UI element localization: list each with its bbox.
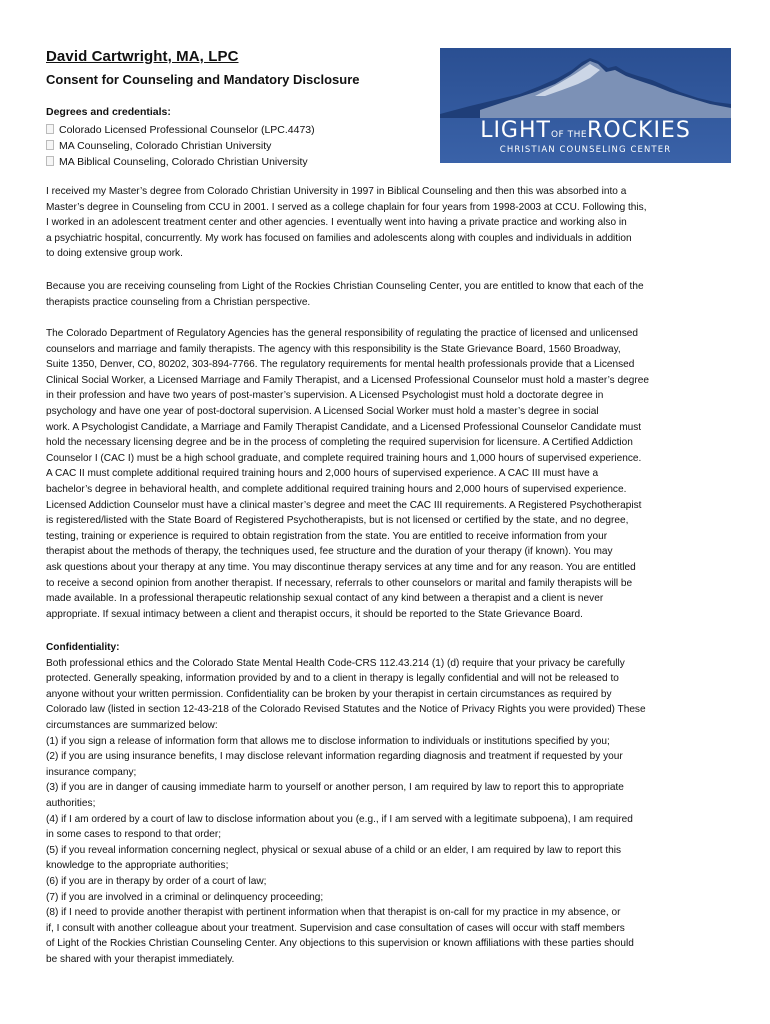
credentials-list <box>46 122 315 170</box>
logo-wordmark: LIGHTOF THEROCKIES <box>480 118 691 143</box>
regulatory-paragraph: The Colorado Department of Regulatory Agencies has the general responsibility of regulating the practice of licensed and unlicensed counselors and marriage and family therapists. The agency with this responsibility is the State Grievance Board, 1560 Broadway, Suite 1350, Denver, CO, 80202, 303-894-7766. The regulatory requirements for mental health professionals provide that a Licensed Clinical Social Worker, a Licensed Marriage and Family Therapist, and a Licensed Professional Counselor must hold a master’s degree in their profession and have two years of post-master’s supervision. A Licensed Psychologist must hold a doctorate degree in psychology and have one year of post-doctoral supervision. A Licensed Social Worker must hold a master’s degree in social work. A Psychologist Candidate, a Marriage and Family Therapist Candidate, and a Licensed Professional Counselor Candidate must hold the necessary licensing degree and be in the process of completing the required supervision for licensure. A Certified Addiction Counselor I (CAC I) must be a high school graduate, and complete required training hours and 1,000 hours of supervised experience. A CAC II must complete additional required training hours and 2,000 hours of supervised experience. A CAC III must have a bachelor’s degree in behavioral health, and complete additional required training hours and 2,000 hours of supervised experience. Licensed Addiction Counselor must have a clinical master’s degree and meet the CAC III requirements. A Registered Psychotherapist is registered/listed with the State Board of Registered Psychotherapists, but is not licensed or certified by the state, and no degree, testing, training or experience is required to obtain registration from the state. You are entitled to receive information from your therapist about the methods of therapy, the techniques used, fee structure and the duration of your therapy (if known). You may ask questions about your therapy at any time. You may discontinue therapy services at any time and for any reason. You are entitled to receive a second opinion from another therapist. If necessary, referrals to other counselors or marital and family therapists will be made available. In a professional therapeutic relationship sexual contact of any kind between a therapist and a client is never appropriate. If sexual intimacy between a client and therapist occurs, it should be reported to the State Grievance Board. <box>46 328 649 620</box>
document-subtitle: Consent for Counseling and Mandatory Disclosure <box>46 72 360 87</box>
bullet-icon <box>46 140 54 150</box>
list-item: MA Biblical Counseling, Colorado Christian University <box>46 154 315 170</box>
list-item: Colorado Licensed Professional Counselor (LPC.4473) <box>46 122 315 138</box>
bullet-icon <box>46 156 54 166</box>
christian-perspective-paragraph: Because you are receiving counseling from Light of the Rockies Christian Counseling Center, you are entitled to know that each of the therapists practice counseling from a Christian perspective. <box>46 281 644 308</box>
credentials-heading: Degrees and credentials: <box>46 106 171 118</box>
confidentiality-section: Confidentiality: Both professional ethics and the Colorado State Mental Health Code-CRS 112.43.214 (1) (d) require that your privacy be carefully protected. Generally speaking, information provided by and to a client in therapy is legally confidential and will not be released to anyone without your written permission. Confidentiality can be broken by your therapist in certain circumstances as required by Colorado law (listed in section 12-43-218 of the Colorado Revised Statutes and the Notice of Privacy Rights you were provided) These circumstances are summarized below: (1) if you sign a release of information form that allows me to disclose information to individuals or institutions specified by you; (2) if you are using insurance benefits, I may disclose relevant information regarding diagnosis and treatment if requested by your insurance company; (3) if you are in danger of causing immediate harm to yourself or another person, I am required by law to report this to appropriate authorities; (4) if I am ordered by a court of law to disclose information about you (e.g., if I am served with a legitimate subpoena), I am required in some cases to respond to that order; (5) if you reveal information concerning neglect, physical or sexual abuse of a child or an elder, I am required by law to report this knowledge to the appropriate authorities; (6) if you are in therapy by order of a court of law; (7) if you are involved in a criminal or delinquency proceeding; (8) if I need to provide another therapist with pertinent information when that therapist is on-call for my practice in my absence, or if, I consult with another colleague about your treatment. Supervision and case consultation of cases will occur with staff members of Light of the Rockies Christian Counseling Center. Any objections to this supervision or known affiliations with these parties should be shared with your therapist immediately. <box>46 640 736 967</box>
logo-tagline: CHRISTIAN COUNSELING CENTER <box>499 145 672 155</box>
confidentiality-heading: Confidentiality: <box>46 642 120 653</box>
light-of-the-rockies-logo <box>440 48 731 163</box>
bullet-icon <box>46 124 54 134</box>
page-title: David Cartwright, MA, LPC <box>46 48 239 65</box>
biography-paragraph: I received my Master’s degree from Colorado Christian University in 1997 in Biblical Counseling and then this was absorbed into a Master’s degree in Counseling from CCU in 2001. I served as a college chaplain for four years from 1998-2003 at CCU. Following this, I worked in an adolescent treatment center and other agencies. I eventually went into having a private practice and working also in a psychiatric hospital, concurrently. My work has focused on families and adolescents along with couples and individuals in addition to doing extensive group work. <box>46 186 647 260</box>
list-item: MA Counseling, Colorado Christian University <box>46 138 315 154</box>
